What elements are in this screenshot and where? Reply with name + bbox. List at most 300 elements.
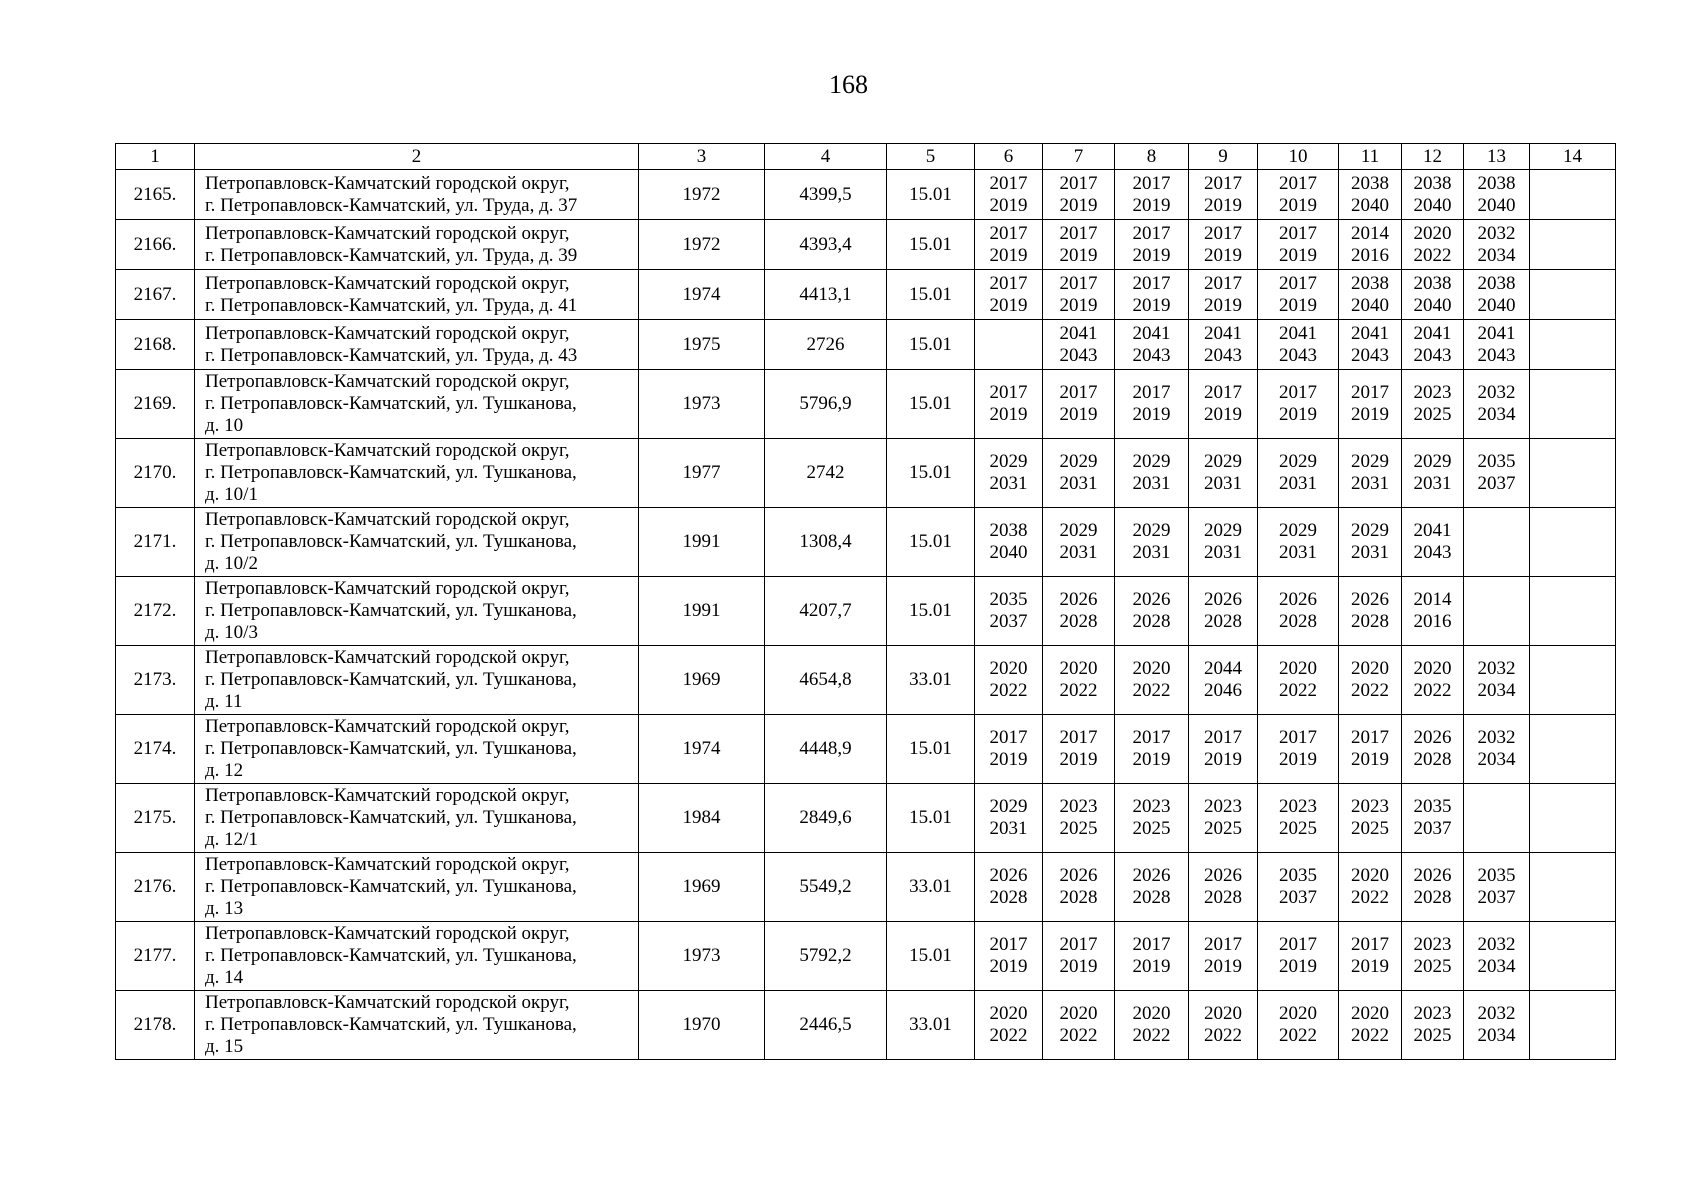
period-cell	[975, 853, 1043, 922]
address-line: Петропавловск-Камчатский городской округ,	[205, 440, 570, 461]
period-year: 2019	[1279, 404, 1317, 425]
address-line: д. 10/3	[205, 622, 258, 643]
address-line: г. Петропавловск-Камчатский, ул. Труда, д. 41	[205, 294, 578, 316]
year-built-cell: 1974	[639, 715, 765, 784]
address-line: Петропавловск-Камчатский городской округ,	[205, 716, 570, 737]
period-year: 2040	[1477, 294, 1516, 316]
table-row	[116, 508, 1616, 577]
row-number-cell: 2167.	[116, 270, 195, 320]
period-year: 2026	[1132, 589, 1171, 610]
code-cell: 15.01	[887, 784, 975, 853]
period-cell	[1043, 577, 1115, 646]
period-year: 2017	[1132, 172, 1171, 194]
period-year: 2017	[1059, 172, 1098, 194]
period-cell	[1043, 991, 1115, 1060]
address-line: г. Петропавловск-Камчатский, ул. Тушканова,	[205, 876, 577, 897]
address-cell	[195, 439, 639, 508]
address-line: г. Петропавловск-Камчатский, ул. Тушканова,	[205, 807, 577, 828]
table-row	[116, 577, 1616, 646]
address-cell	[195, 370, 639, 439]
period-year: 2043	[1413, 542, 1452, 563]
row-number-cell: 2174.	[116, 715, 195, 784]
period-year: 2043	[1413, 344, 1452, 366]
period-year: 2025	[1413, 404, 1452, 425]
table-row	[116, 922, 1616, 991]
period-cell	[1402, 784, 1464, 853]
year-built-cell: 1972	[639, 220, 765, 270]
period-cell	[1530, 370, 1616, 439]
period-year: 2041	[1279, 322, 1317, 344]
period-year: 2017	[989, 222, 1028, 244]
period-cell	[1464, 784, 1530, 853]
code-cell: 15.01	[887, 577, 975, 646]
address-line: д. 10/2	[205, 553, 258, 574]
table-row	[116, 991, 1616, 1060]
column-number-cell: 5	[887, 144, 975, 170]
column-number-row	[116, 144, 1616, 170]
period-year: 2029	[1351, 451, 1389, 472]
period-year: 2031	[1204, 473, 1242, 494]
column-number-cell: 3	[639, 144, 765, 170]
period-cell	[1258, 270, 1339, 320]
period-cell	[1464, 170, 1530, 220]
period-year: 2019	[1351, 956, 1389, 977]
column-number-cell: 7	[1043, 144, 1115, 170]
period-year: 2026	[1132, 865, 1171, 886]
period-cell	[1339, 320, 1402, 370]
period-cell	[1530, 508, 1616, 577]
period-year: 2023	[1132, 796, 1171, 817]
period-year: 2017	[1132, 934, 1171, 955]
period-cell	[1115, 577, 1189, 646]
table-row	[116, 170, 1616, 220]
period-cell	[1189, 170, 1258, 220]
period-cell	[1189, 646, 1258, 715]
period-year: 2034	[1477, 244, 1516, 266]
table-row	[116, 784, 1616, 853]
period-year: 2029	[1279, 451, 1317, 472]
address-cell	[195, 220, 639, 270]
period-year: 2029	[1132, 520, 1171, 541]
table-row	[116, 270, 1616, 320]
period-cell	[1043, 270, 1115, 320]
period-cell	[1464, 508, 1530, 577]
period-year: 2032	[1477, 934, 1516, 955]
address-line: г. Петропавловск-Камчатский, ул. Труда, д. 39	[205, 244, 578, 266]
row-number-cell: 2166.	[116, 220, 195, 270]
period-cell	[1530, 853, 1616, 922]
year-built-cell: 1969	[639, 646, 765, 715]
period-year: 2019	[1132, 294, 1171, 316]
address-line: г. Петропавловск-Камчатский, ул. Тушканова,	[205, 531, 577, 552]
period-year: 2031	[989, 818, 1028, 839]
code-cell: 15.01	[887, 922, 975, 991]
code-cell: 33.01	[887, 991, 975, 1060]
address-cell	[195, 508, 639, 577]
period-cell	[975, 370, 1043, 439]
period-year: 2037	[1477, 473, 1516, 494]
period-year: 2019	[1204, 294, 1242, 316]
year-built-cell: 1972	[639, 170, 765, 220]
area-cell: 4654,8	[765, 646, 887, 715]
period-cell	[1530, 220, 1616, 270]
period-cell	[1339, 991, 1402, 1060]
period-year: 2037	[989, 611, 1028, 632]
period-year: 2026	[1204, 589, 1242, 610]
period-year: 2017	[989, 934, 1028, 955]
period-cell	[1339, 170, 1402, 220]
period-year: 2017	[1279, 222, 1317, 244]
address-line: д. 13	[205, 898, 244, 919]
period-cell	[975, 320, 1043, 370]
period-year: 2041	[1204, 322, 1242, 344]
period-year: 2044	[1204, 658, 1242, 679]
period-year: 2023	[1279, 796, 1317, 817]
period-cell	[1043, 508, 1115, 577]
period-year: 2017	[989, 172, 1028, 194]
row-number-cell: 2165.	[116, 170, 195, 220]
address-line: г. Петропавловск-Камчатский, ул. Труда, д. 37	[205, 194, 578, 216]
period-year: 2035	[989, 589, 1028, 610]
period-cell	[1189, 220, 1258, 270]
period-year: 2040	[1413, 194, 1452, 216]
period-year: 2017	[1204, 272, 1242, 294]
period-year: 2043	[1477, 344, 1516, 366]
area-cell: 4399,5	[765, 170, 887, 220]
period-year: 2017	[1204, 727, 1242, 748]
period-cell	[1464, 715, 1530, 784]
period-year: 2023	[1413, 934, 1452, 955]
address-cell	[195, 991, 639, 1060]
period-year: 2034	[1477, 1025, 1516, 1046]
period-year: 2020	[1351, 658, 1389, 679]
period-cell	[1402, 320, 1464, 370]
period-year: 2041	[1132, 322, 1171, 344]
period-cell	[1115, 439, 1189, 508]
period-year: 2019	[1279, 749, 1317, 770]
area-cell: 2849,6	[765, 784, 887, 853]
period-year: 2025	[1279, 818, 1317, 839]
period-year: 2028	[1132, 887, 1171, 908]
page-number: 168	[829, 70, 868, 99]
period-year: 2020	[1351, 865, 1389, 886]
period-cell	[1339, 715, 1402, 784]
period-year: 2031	[1059, 473, 1098, 494]
period-year: 2017	[1059, 727, 1098, 748]
period-cell	[1402, 220, 1464, 270]
period-year: 2017	[1059, 272, 1098, 294]
period-year: 2028	[1059, 611, 1098, 632]
column-number-cell: 8	[1115, 144, 1189, 170]
period-cell	[1339, 922, 1402, 991]
period-year: 2043	[1059, 344, 1098, 366]
row-number-cell: 2169.	[116, 370, 195, 439]
address-line: д. 11	[205, 691, 243, 712]
period-year: 2019	[989, 404, 1028, 425]
area-cell: 5549,2	[765, 853, 887, 922]
period-year: 2038	[989, 520, 1028, 541]
period-year: 2022	[1351, 887, 1389, 908]
period-cell	[1043, 320, 1115, 370]
period-cell	[1258, 577, 1339, 646]
period-year: 2041	[1059, 322, 1098, 344]
area-cell: 4413,1	[765, 270, 887, 320]
period-year: 2017	[1279, 727, 1317, 748]
period-year: 2017	[1204, 172, 1242, 194]
period-year: 2026	[1413, 865, 1452, 886]
area-cell: 4448,9	[765, 715, 887, 784]
period-cell	[975, 646, 1043, 715]
period-cell	[1189, 853, 1258, 922]
address-line: г. Петропавловск-Камчатский, ул. Труда, д. 43	[205, 344, 578, 366]
year-built-cell: 1969	[639, 853, 765, 922]
address-line: г. Петропавловск-Камчатский, ул. Тушканова,	[205, 1014, 577, 1035]
period-year: 2029	[989, 451, 1028, 472]
period-year: 2019	[1279, 294, 1317, 316]
period-year: 2020	[1132, 658, 1171, 679]
address-line: Петропавловск-Камчатский городской округ,	[205, 371, 570, 392]
address-line: Петропавловск-Камчатский городской округ,	[205, 322, 570, 344]
column-number-cell: 11	[1339, 144, 1402, 170]
address-line: Петропавловск-Камчатский городской округ,	[205, 854, 570, 875]
address-line: д. 12/1	[205, 829, 258, 850]
period-year: 2031	[1059, 542, 1098, 563]
period-cell	[1258, 853, 1339, 922]
period-year: 2019	[1204, 956, 1242, 977]
code-cell: 15.01	[887, 220, 975, 270]
table-row	[116, 715, 1616, 784]
period-cell	[1464, 922, 1530, 991]
period-year: 2029	[1059, 520, 1098, 541]
period-cell	[1189, 370, 1258, 439]
period-cell	[975, 270, 1043, 320]
period-year: 2038	[1413, 272, 1452, 294]
period-cell	[1115, 715, 1189, 784]
period-year: 2026	[1059, 865, 1098, 886]
period-cell	[1402, 715, 1464, 784]
column-number-cell: 14	[1530, 144, 1616, 170]
area-cell: 2446,5	[765, 991, 887, 1060]
period-year: 2029	[1351, 520, 1389, 541]
period-year: 2035	[1413, 796, 1452, 817]
period-year: 2017	[1204, 934, 1242, 955]
period-cell	[1402, 508, 1464, 577]
period-year: 2017	[1279, 934, 1317, 955]
period-year: 2038	[1351, 272, 1389, 294]
period-year: 2028	[1204, 611, 1242, 632]
period-year: 2017	[1351, 382, 1389, 403]
period-cell	[1464, 270, 1530, 320]
period-cell	[1258, 646, 1339, 715]
period-cell	[1402, 270, 1464, 320]
period-cell	[1189, 991, 1258, 1060]
period-year: 2037	[1413, 818, 1452, 839]
period-year: 2035	[1477, 451, 1516, 472]
period-year: 2026	[989, 865, 1028, 886]
period-cell	[1464, 853, 1530, 922]
period-cell	[1530, 922, 1616, 991]
period-year: 2019	[1132, 956, 1171, 977]
code-cell: 33.01	[887, 853, 975, 922]
column-number-cell: 12	[1402, 144, 1464, 170]
period-cell	[1339, 220, 1402, 270]
address-line: Петропавловск-Камчатский городской округ,	[205, 992, 570, 1013]
area-cell: 5796,9	[765, 370, 887, 439]
period-year: 2019	[1059, 404, 1098, 425]
code-cell: 15.01	[887, 170, 975, 220]
period-year: 2017	[989, 727, 1028, 748]
period-year: 2031	[1204, 542, 1242, 563]
period-cell	[1402, 439, 1464, 508]
period-year: 2046	[1204, 680, 1242, 701]
period-cell	[1339, 370, 1402, 439]
period-year: 2026	[1413, 727, 1452, 748]
code-cell: 15.01	[887, 439, 975, 508]
column-number-cell: 1	[116, 144, 195, 170]
period-cell	[1402, 577, 1464, 646]
period-year: 2016	[1413, 611, 1452, 632]
period-year: 2019	[1059, 956, 1098, 977]
period-year: 2025	[1204, 818, 1242, 839]
period-cell	[975, 439, 1043, 508]
period-year: 2035	[1477, 865, 1516, 886]
period-year: 2032	[1477, 658, 1516, 679]
period-year: 2020	[1279, 1003, 1317, 1024]
period-year: 2017	[1279, 172, 1317, 194]
year-built-cell: 1975	[639, 320, 765, 370]
column-number-cell: 9	[1189, 144, 1258, 170]
period-year: 2031	[989, 473, 1028, 494]
period-cell	[1043, 853, 1115, 922]
period-year: 2022	[1059, 1025, 1098, 1046]
period-year: 2029	[1059, 451, 1098, 472]
period-year: 2026	[1279, 589, 1317, 610]
period-year: 2020	[989, 658, 1028, 679]
period-year: 2029	[1204, 451, 1242, 472]
period-cell	[1339, 646, 1402, 715]
row-number-cell: 2178.	[116, 991, 195, 1060]
period-year: 2026	[1204, 865, 1242, 886]
period-cell	[1043, 170, 1115, 220]
address-cell	[195, 320, 639, 370]
period-year: 2031	[1279, 542, 1317, 563]
period-year: 2019	[1132, 244, 1171, 266]
period-cell	[1115, 320, 1189, 370]
address-line: Петропавловск-Камчатский городской округ,	[205, 578, 570, 599]
period-year: 2034	[1477, 404, 1516, 425]
period-year: 2031	[1351, 473, 1389, 494]
period-year: 2017	[1351, 934, 1389, 955]
period-year: 2022	[1204, 1025, 1242, 1046]
period-year: 2020	[989, 1003, 1028, 1024]
period-year: 2022	[1279, 680, 1317, 701]
period-cell	[1530, 170, 1616, 220]
period-year: 2023	[1351, 796, 1389, 817]
period-year: 2014	[1351, 222, 1389, 244]
period-year: 2031	[1351, 542, 1389, 563]
period-year: 2019	[1059, 294, 1098, 316]
period-year: 2020	[1204, 1003, 1242, 1024]
period-year: 2041	[1477, 322, 1516, 344]
address-line: Петропавловск-Камчатский городской округ,	[205, 647, 570, 668]
period-cell	[1189, 922, 1258, 991]
row-number-cell: 2175.	[116, 784, 195, 853]
address-cell	[195, 853, 639, 922]
period-year: 2017	[1132, 727, 1171, 748]
period-year: 2019	[1279, 244, 1317, 266]
address-line: Петропавловск-Камчатский городской округ,	[205, 222, 570, 244]
period-cell	[1464, 439, 1530, 508]
period-year: 2022	[1132, 680, 1171, 701]
period-year: 2014	[1413, 589, 1452, 610]
period-cell	[975, 715, 1043, 784]
period-cell	[1043, 784, 1115, 853]
period-cell	[1043, 646, 1115, 715]
period-cell	[1402, 991, 1464, 1060]
address-line: Петропавловск-Камчатский городской округ,	[205, 923, 570, 944]
period-year: 2022	[989, 680, 1028, 701]
period-year: 2023	[1059, 796, 1098, 817]
period-year: 2041	[1413, 520, 1452, 541]
period-cell	[975, 508, 1043, 577]
area-cell: 1308,4	[765, 508, 887, 577]
period-year: 2017	[1279, 272, 1317, 294]
period-year: 2019	[1132, 194, 1171, 216]
period-cell	[1115, 220, 1189, 270]
period-year: 2020	[1413, 222, 1452, 244]
period-cell	[1258, 370, 1339, 439]
period-year: 2019	[1132, 749, 1171, 770]
period-cell	[1115, 922, 1189, 991]
year-built-cell: 1970	[639, 991, 765, 1060]
period-year: 2029	[1204, 520, 1242, 541]
period-year: 2038	[1477, 172, 1516, 194]
period-cell	[1189, 577, 1258, 646]
address-line: г. Петропавловск-Камчатский, ул. Тушканова,	[205, 393, 577, 414]
period-year: 2025	[1132, 818, 1171, 839]
period-cell	[1530, 991, 1616, 1060]
period-cell	[1530, 320, 1616, 370]
period-year: 2019	[1204, 404, 1242, 425]
period-year: 2032	[1477, 382, 1516, 403]
period-year: 2040	[1351, 194, 1389, 216]
year-built-cell: 1974	[639, 270, 765, 320]
period-cell	[1258, 320, 1339, 370]
address-line: г. Петропавловск-Камчатский, ул. Тушканова,	[205, 600, 577, 621]
period-year: 2043	[1279, 344, 1317, 366]
period-year: 2019	[1132, 404, 1171, 425]
period-year: 2040	[1413, 294, 1452, 316]
period-year: 2020	[1413, 658, 1452, 679]
period-year: 2025	[1413, 956, 1452, 977]
period-year: 2022	[1413, 244, 1452, 266]
period-year: 2019	[1059, 749, 1098, 770]
table-row	[116, 646, 1616, 715]
period-year: 2026	[1059, 589, 1098, 610]
period-year: 2022	[1351, 680, 1389, 701]
period-year: 2022	[1132, 1025, 1171, 1046]
period-year: 2032	[1477, 222, 1516, 244]
period-year: 2019	[989, 244, 1028, 266]
period-cell	[1402, 170, 1464, 220]
period-cell	[1402, 370, 1464, 439]
address-cell	[195, 715, 639, 784]
period-year: 2019	[989, 194, 1028, 216]
period-year: 2037	[1279, 887, 1317, 908]
area-cell: 5792,2	[765, 922, 887, 991]
period-year: 2022	[1351, 1025, 1389, 1046]
period-year: 2019	[1351, 749, 1389, 770]
